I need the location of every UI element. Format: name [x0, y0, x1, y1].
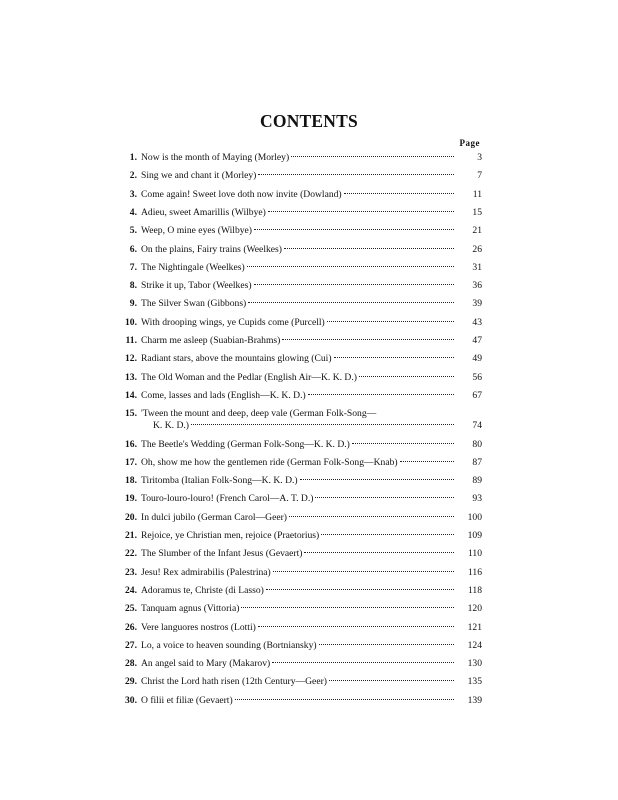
toc-entry-page: 67 [472, 389, 482, 401]
toc-entry [112, 335, 482, 347]
toc-entry-number: 12. [125, 353, 137, 365]
toc-entry-number: 4. [129, 206, 137, 218]
toc-entry [112, 170, 482, 182]
toc-entry [112, 390, 482, 402]
toc-entry [112, 189, 482, 201]
toc-entry-line [141, 408, 482, 420]
leader-dots [254, 229, 454, 230]
toc-entry-title: Radiant stars, above the mountains glowing (Cui) [141, 353, 332, 365]
leader-dots [241, 607, 454, 608]
toc-entry [112, 439, 482, 451]
toc-entry-title: O filii et filiæ (Gevaert) [141, 694, 233, 706]
leader-dots [359, 376, 454, 377]
toc-entry-line [141, 512, 482, 524]
toc-entry-title: The Beetle's Wedding (German Folk-Song—K. K. D.) [141, 438, 350, 450]
toc-entry-line [141, 170, 482, 182]
leader-dots [308, 394, 454, 395]
toc-entry-line [141, 439, 482, 451]
toc-entry-title: The Silver Swan (Gibbons) [141, 298, 247, 310]
toc-entry-number: 22. [125, 548, 137, 560]
toc-entry-page: 109 [467, 530, 482, 541]
toc-entry-page: 80 [472, 438, 482, 450]
toc-entry-page: 121 [467, 621, 482, 633]
toc-entry [112, 493, 482, 505]
page-title: CONTENTS [260, 111, 358, 131]
toc-entry-line [141, 280, 482, 292]
leader-dots [258, 626, 454, 627]
toc-entry-page: 93 [472, 493, 482, 505]
leader-dots [304, 552, 454, 553]
toc-entry-page: 26 [472, 243, 482, 255]
toc-entry [112, 475, 482, 487]
toc-entry-title: Strike it up, Tabor (Weelkes) [141, 280, 252, 292]
leader-dots [329, 680, 454, 681]
leader-dots [321, 534, 454, 535]
toc-entry [112, 622, 482, 634]
toc-entry-page: 130 [467, 658, 482, 670]
toc-entry-number: 20. [125, 511, 137, 523]
toc-entry-line [141, 152, 482, 164]
toc-entry-number: 30. [125, 694, 137, 706]
toc-entry-number: 21. [125, 530, 137, 541]
toc-entry-page: 118 [467, 584, 482, 596]
leader-dots [282, 339, 454, 340]
toc-entry [112, 244, 482, 256]
toc-entry [112, 298, 482, 310]
toc-entry-page: 56 [472, 371, 482, 383]
leader-dots [284, 248, 454, 249]
toc-entry-title: With drooping wings, ye Cupids come (Purcell) [141, 316, 325, 328]
leader-dots [319, 644, 454, 645]
toc-entry-page: 135 [467, 676, 482, 688]
toc-entry-line [141, 457, 482, 469]
toc-entry-line [141, 317, 482, 329]
toc-entry-title: Come again! Sweet love doth now invite (Dowland) [141, 188, 342, 200]
toc-entry-title: Now is the month of Maying (Morley) [141, 152, 290, 163]
toc-entry-title: Jesu! Rex admirabilis (Palestrina) [141, 566, 271, 578]
toc-entry [112, 640, 482, 652]
toc-entry-title: The Old Woman and the Pedlar (English Air—K. K. D.) [141, 371, 357, 383]
leader-dots [254, 284, 454, 285]
toc-entry-line [141, 676, 482, 688]
toc-entry-line [141, 335, 482, 347]
toc-entry-number: 19. [125, 493, 137, 505]
leader-dots [268, 211, 454, 212]
toc-entry-number: 14. [125, 389, 137, 401]
toc-entry-title: Vere languores nostros (Lotti) [141, 621, 256, 633]
leader-dots [400, 461, 454, 462]
toc-entry-title: Charm me asleep (Suabian-Brahms) [141, 335, 281, 346]
toc-entry-number: 24. [125, 584, 137, 596]
leader-dots [235, 699, 454, 700]
leader-dots [300, 479, 454, 480]
toc-entry-title: Sing we and chant it (Morley) [141, 170, 257, 182]
toc-entry-page: 124 [467, 639, 482, 651]
toc-entry-line [141, 189, 482, 201]
toc-entry-title: Rejoice, ye Christian men, rejoice (Praetorius) [141, 530, 320, 541]
toc-entry-line [141, 567, 482, 579]
toc-entry-page: 15 [472, 206, 482, 218]
toc-entry-line [141, 548, 482, 560]
leader-dots [352, 443, 454, 444]
toc-entry [112, 353, 482, 365]
toc-entry-page: 139 [467, 694, 482, 706]
toc-entry-title: On the plains, Fairy trains (Weelkes) [141, 243, 282, 255]
toc-entry-line [141, 640, 482, 652]
toc-entry-title: Adoramus te, Christe (di Lasso) [141, 584, 264, 596]
leader-dots [334, 357, 454, 358]
toc-entry-title: The Nightingale (Weelkes) [141, 261, 245, 273]
toc-entry-line [141, 353, 482, 365]
toc-entry-page: 110 [467, 548, 482, 560]
leader-dots [272, 662, 454, 663]
toc-entry-number: 27. [125, 639, 137, 651]
toc-entry-title: Touro-louro-louro! (French Carol—A. T. D.) [141, 493, 314, 505]
toc-entry-page: 43 [472, 316, 482, 328]
toc-entry-continuation [153, 420, 482, 432]
leader-dots [248, 302, 454, 303]
toc-entry-number: 17. [125, 456, 137, 468]
toc-entry-line [141, 207, 482, 219]
toc-entry-page: 36 [472, 280, 482, 292]
toc-entry [112, 372, 482, 384]
toc-entry-page: 3 [477, 152, 482, 163]
toc-entry [112, 512, 482, 524]
toc-entry-line [141, 658, 482, 670]
toc-entry-page: 21 [472, 225, 482, 237]
toc-entry [112, 548, 482, 560]
toc-entry-title: Oh, show me how the gentlemen ride (German Folk-Song—Knab) [141, 456, 398, 468]
leader-dots [291, 156, 454, 157]
leader-dots [273, 571, 454, 572]
toc-entry-page: 39 [472, 298, 482, 310]
toc-entry [112, 530, 482, 542]
leader-dots [247, 266, 454, 267]
toc-entry-number: 16. [125, 438, 137, 450]
toc-entry-number: 29. [125, 676, 137, 688]
leader-dots [258, 174, 454, 175]
toc-entry [112, 280, 482, 292]
toc-entry-title: In dulci jubilo (German Carol—Geer) [141, 511, 287, 523]
toc-entry-line [141, 372, 482, 384]
toc-entry [112, 152, 482, 164]
toc-entry [112, 408, 482, 432]
toc-entry-line [141, 244, 482, 256]
toc-entry-number: 6. [129, 243, 137, 255]
toc-entry-page: 116 [467, 566, 482, 578]
toc-entry-number: 7. [129, 261, 137, 273]
toc-entry-number: 28. [125, 658, 137, 670]
toc-entry-page: 100 [467, 511, 482, 523]
toc-entry-number: 1. [129, 152, 137, 163]
toc-entry-number: 11. [125, 335, 137, 346]
toc-entry [112, 225, 482, 237]
toc-entry-title-continued: K. K. D.) [153, 420, 189, 432]
toc-entry-line [141, 493, 482, 505]
toc-entry-number: 8. [129, 280, 137, 292]
toc-entry [112, 603, 482, 615]
toc-entry-number: 18. [125, 475, 137, 487]
leader-dots [266, 589, 454, 590]
toc-entry-number: 15. [125, 408, 137, 420]
toc-entry-title: Adieu, sweet Amarillis (Wilbye) [141, 206, 266, 218]
toc-entry-page: 31 [472, 261, 482, 273]
toc-entry-title: Lo, a voice to heaven sounding (Bortniansky) [141, 639, 317, 651]
leader-dots [344, 193, 454, 194]
toc-entry-number: 10. [125, 316, 137, 328]
toc-entry-title: Come, lasses and lads (English—K. K. D.) [141, 389, 306, 401]
toc-entry-number: 26. [125, 621, 137, 633]
toc-entry-line [141, 298, 482, 310]
toc-entry [112, 207, 482, 219]
toc-entry-line [141, 622, 482, 634]
toc-entry-page: 120 [467, 603, 482, 615]
toc-entry [112, 585, 482, 597]
toc-entry-page: 47 [472, 335, 482, 346]
toc-entry-page: 89 [472, 475, 482, 487]
toc-entry-line [141, 262, 482, 274]
toc-entry-title: An angel said to Mary (Makarov) [141, 658, 271, 670]
page-column-header: Page [459, 138, 480, 148]
toc-entry-number: 3. [129, 188, 137, 200]
toc-entry [112, 262, 482, 274]
toc-entry-line [141, 475, 482, 487]
toc-entry-page: 87 [472, 456, 482, 468]
toc-entry-page: 11 [472, 188, 482, 200]
toc-entry-line [141, 695, 482, 707]
toc-entry-title: Weep, O mine eyes (Wilbye) [141, 225, 252, 237]
toc-entry [112, 658, 482, 670]
toc-entry-page: 49 [472, 353, 482, 365]
toc-entry-title: Christ the Lord hath risen (12th Century—Geer) [141, 676, 327, 688]
toc-entry-title: 'Tween the mount and deep, deep vale (German Folk-Song— [141, 408, 377, 420]
toc-entry-line [141, 530, 482, 542]
toc-entry [112, 457, 482, 469]
toc-entry-number: 2. [129, 170, 137, 182]
toc-entry [112, 317, 482, 329]
toc-entry-line [141, 225, 482, 237]
toc-entry-page: 74 [472, 420, 482, 432]
toc-entry-title: Tanquam agnus (Vittoria) [141, 603, 240, 615]
toc-entry-title: Tiritomba (Italian Folk-Song—K. K. D.) [141, 475, 298, 487]
leader-dots [191, 424, 454, 425]
toc-entry-title: The Slumber of the Infant Jesus (Gevaert) [141, 548, 303, 560]
toc-entry [112, 676, 482, 688]
toc-entry-number: 23. [125, 566, 137, 578]
toc-entry-page: 7 [477, 170, 482, 182]
toc-entry-line [141, 585, 482, 597]
toc-entry-number: 9. [129, 298, 137, 310]
toc-entry-line [141, 390, 482, 402]
toc-entry-line [141, 603, 482, 615]
toc-entry-number: 25. [125, 603, 137, 615]
leader-dots [327, 321, 454, 322]
leader-dots [289, 516, 454, 517]
toc-entry-number: 5. [129, 225, 137, 237]
toc-entry-number: 13. [125, 371, 137, 383]
toc-entry [112, 567, 482, 579]
leader-dots [315, 497, 454, 498]
toc-entry [112, 695, 482, 707]
